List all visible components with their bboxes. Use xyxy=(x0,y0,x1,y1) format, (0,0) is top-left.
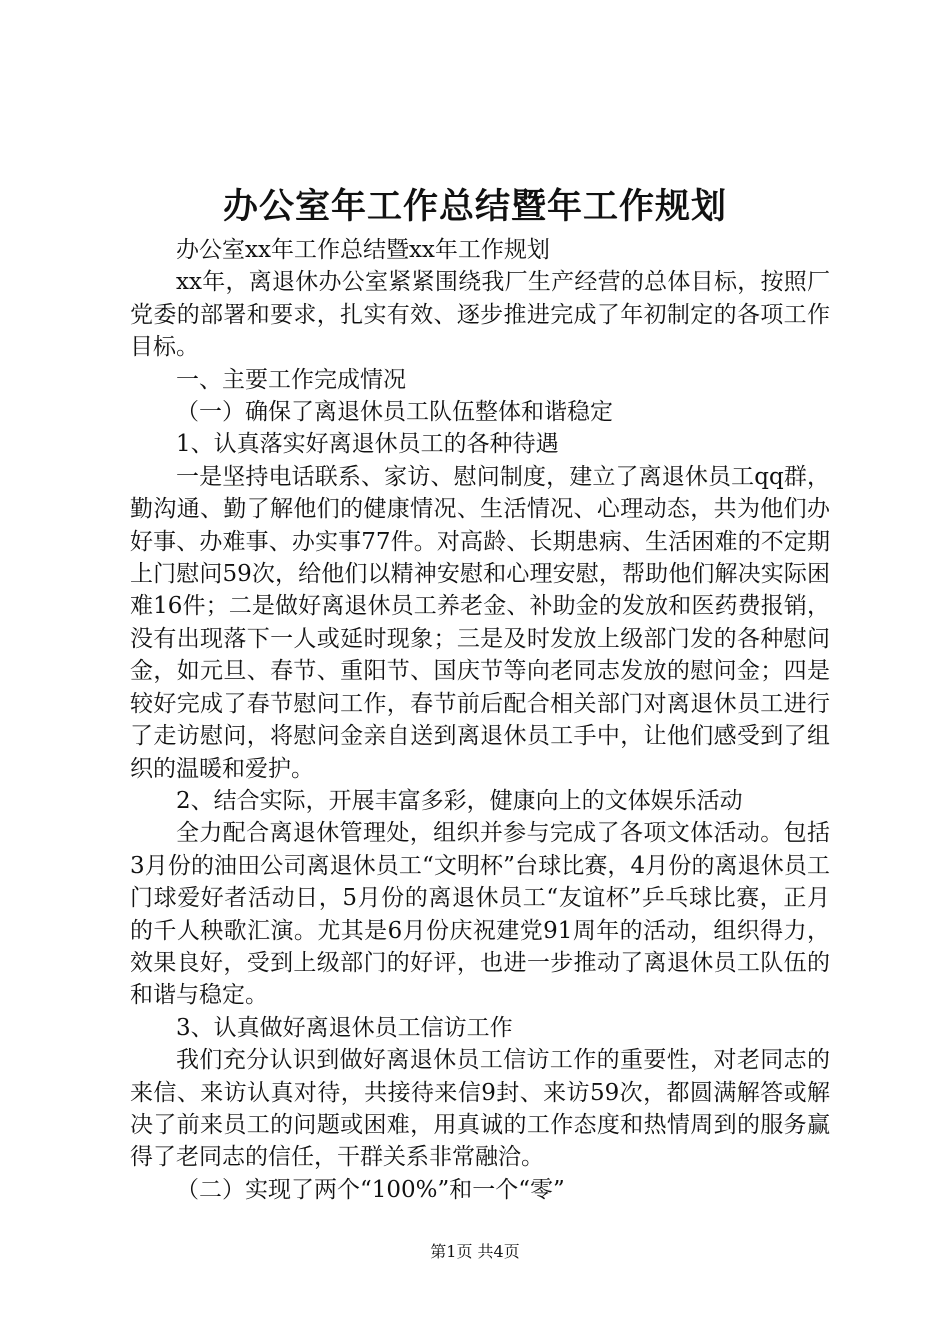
document-title: 办公室年工作总结暨年工作规划 xyxy=(222,186,727,227)
paragraph-petitions: 我们充分认识到做好离退休员工信访工作的重要性，对老同志的来信、来访认真对待，共接待来信9封、来访59次，都圆满解答或解决了前来员工的问题或困难，用真诚的工作态度和热情周到的服务赢得了老同志的信任，干群关系非常融洽。 xyxy=(130,1047,830,1171)
paragraph-benefits: 一是坚持电话联系、家访、慰问制度，建立了离退休员工qq群，勤沟通、勤了解他们的健康情况、生活情况、心理动态，共为他们办好事、办难事、办实事77件。对高龄、长期患病、生活困难的不定期上门慰问59次，给他们以精神安慰和心理安慰，帮助他们解决实际困难16件；二是做好离退休员工养老金、补助金的发放和医药费报销，没有出现落下一人或延时现象；三是及时发放上级部门发的各种慰问金，如元旦、春节、重阳节、国庆节等向老同志发放的慰问金；四是较好完成了春节慰问工作，春节前后配合相关部门对离退休员工进行了走访慰问，将慰问金亲自送到离退休员工手中，让他们感受到了组织的温暖和爱护。 xyxy=(130,463,830,782)
section-heading-main-work: 一、主要工作完成情况 xyxy=(176,366,406,393)
item-heading-3: 3、认真做好离退休员工信访工作 xyxy=(176,1014,513,1041)
item-heading-1: 1、认真落实好离退休员工的各种待遇 xyxy=(176,431,559,458)
item-heading-2: 2、结合实际，开展丰富多彩，健康向上的文体娱乐活动 xyxy=(176,787,743,814)
subsection-heading-2: （二）实现了两个“100%”和一个“零” xyxy=(176,1176,565,1203)
paragraph-intro: xx年，离退休办公室紧紧围绕我厂生产经营的总体目标，按照厂党委的部署和要求，扎实有效、逐步推进完成了年初制定的各项工作目标。 xyxy=(130,269,830,361)
document-body xyxy=(130,234,830,1206)
paragraph-subtitle: 办公室xx年工作总结暨xx年工作规划 xyxy=(176,237,550,263)
page-number-footer: 第1页 共4页 xyxy=(430,1242,520,1261)
subsection-heading-1: （一）确保了离退休员工队伍整体和谐稳定 xyxy=(176,399,613,426)
paragraph-activities: 全力配合离退休管理处，组织并参与完成了各项文体活动。包括3月份的油田公司离退休员工“文明杯”台球比赛，4月份的离退休员工门球爱好者活动日，5月份的离退休员工“友谊杯”乒乓球比赛，正月的千人秧歌汇演。尤其是6月份庆祝建党91周年的活动，组织得力，效果良好，受到上级部门的好评，也进一步推动了离退休员工队伍的和谐与稳定。 xyxy=(130,820,830,1009)
